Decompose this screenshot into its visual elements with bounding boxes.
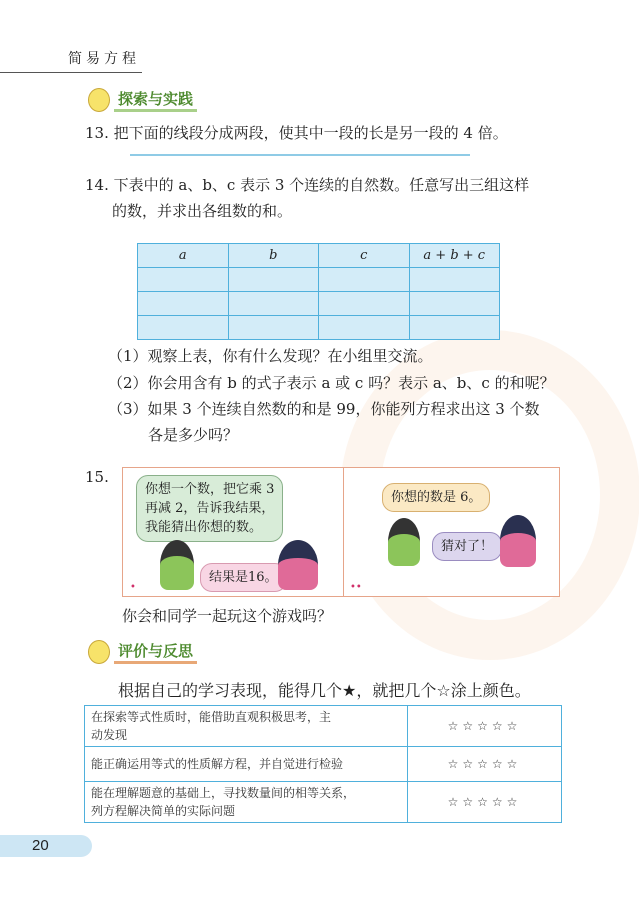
table-cell[interactable] <box>409 292 500 316</box>
speech-bubble-boy-2: 你想的数是 6。 <box>382 483 490 512</box>
table-cell[interactable] <box>228 292 319 316</box>
sub-question-1: （1）观察上表，你有什么发现？在小组里交流。 <box>108 347 433 365</box>
line-segment <box>130 154 470 156</box>
sub-question-2: （2）你会用含有 b 的式子表示 a 或 c 吗？表示 a、b、c 的和呢？ <box>108 374 555 392</box>
criterion: 能正确运用等式的性质解方程，并自觉进行检验 <box>85 747 408 782</box>
table-header: c <box>319 244 410 268</box>
question-15-number: 15. <box>85 468 109 486</box>
table-cell[interactable] <box>228 316 319 340</box>
table-cell[interactable] <box>319 292 410 316</box>
question-14-line1: 14. 下表中的 a、b、c 表示 3 个连续的自然数。任意写出三组这样 <box>85 176 530 194</box>
panel-mark-1: • <box>130 582 136 593</box>
star-rating[interactable]: ☆☆☆☆☆ <box>408 706 562 747</box>
sub-question-3-cont: 各是多少吗？ <box>148 426 239 444</box>
table-cell[interactable] <box>409 316 500 340</box>
page-number: 20 <box>0 835 92 857</box>
table-header: b <box>228 244 319 268</box>
chick-icon <box>88 88 110 112</box>
table-cell[interactable] <box>138 268 229 292</box>
section-evaluation-reflection <box>88 640 197 664</box>
star-rating[interactable]: ☆☆☆☆☆ <box>408 782 562 823</box>
speech-bubble-boy: 你想一个数，把它乘 3 再减 2，告诉我结果， 我能猜出你想的数。 <box>136 475 283 542</box>
header-rule <box>0 72 142 73</box>
question-14-line2: 的数，并求出各组数的和。 <box>112 202 293 220</box>
table-cell[interactable] <box>319 316 410 340</box>
sub-question-3: （3）如果 3 个连续自然数的和是 99，你能列方程求出这 3 个数 <box>108 400 540 418</box>
table-header: a + b + c <box>409 244 500 268</box>
boy-illustration <box>160 540 194 590</box>
evaluation-instruction: 根据自己的学习表现，能得几个★，就把几个☆涂上颜色。 <box>118 681 531 700</box>
table-cell[interactable] <box>138 316 229 340</box>
chick-book-icon <box>88 640 110 664</box>
section-title: 探索与实践 <box>114 88 197 112</box>
criterion: 在探索等式性质时，能借助直观积极思考，主 动发现 <box>85 706 408 747</box>
question-13: 13. 把下面的线段分成两段，使其中一段的长是另一段的 4 倍。 <box>85 124 508 142</box>
question-15-prompt: 你会和同学一起玩这个游戏吗？ <box>122 607 333 625</box>
criterion: 能在理解题意的基础上，寻找数量间的相等关系， 列方程解决简单的实际问题 <box>85 782 408 823</box>
speech-bubble-girl-2: 猜对了！ <box>432 532 502 561</box>
table-cell[interactable] <box>228 268 319 292</box>
speech-bubble-girl: 结果是16。 <box>200 563 287 592</box>
evaluation-table <box>84 705 562 823</box>
panel-divider <box>343 467 344 597</box>
chapter-header: 简易方程 <box>68 51 140 67</box>
girl-illustration <box>500 515 536 567</box>
table-cell[interactable] <box>319 268 410 292</box>
section-explore-practice <box>88 88 197 112</box>
star-rating[interactable]: ☆☆☆☆☆ <box>408 747 562 782</box>
section-title: 评价与反思 <box>114 640 197 664</box>
table-header: a <box>138 244 229 268</box>
table-cell[interactable] <box>138 292 229 316</box>
girl-illustration <box>278 540 318 590</box>
panel-mark-2: •• <box>350 582 362 593</box>
abc-table <box>137 243 500 340</box>
boy-illustration <box>388 518 420 566</box>
table-cell[interactable] <box>409 268 500 292</box>
